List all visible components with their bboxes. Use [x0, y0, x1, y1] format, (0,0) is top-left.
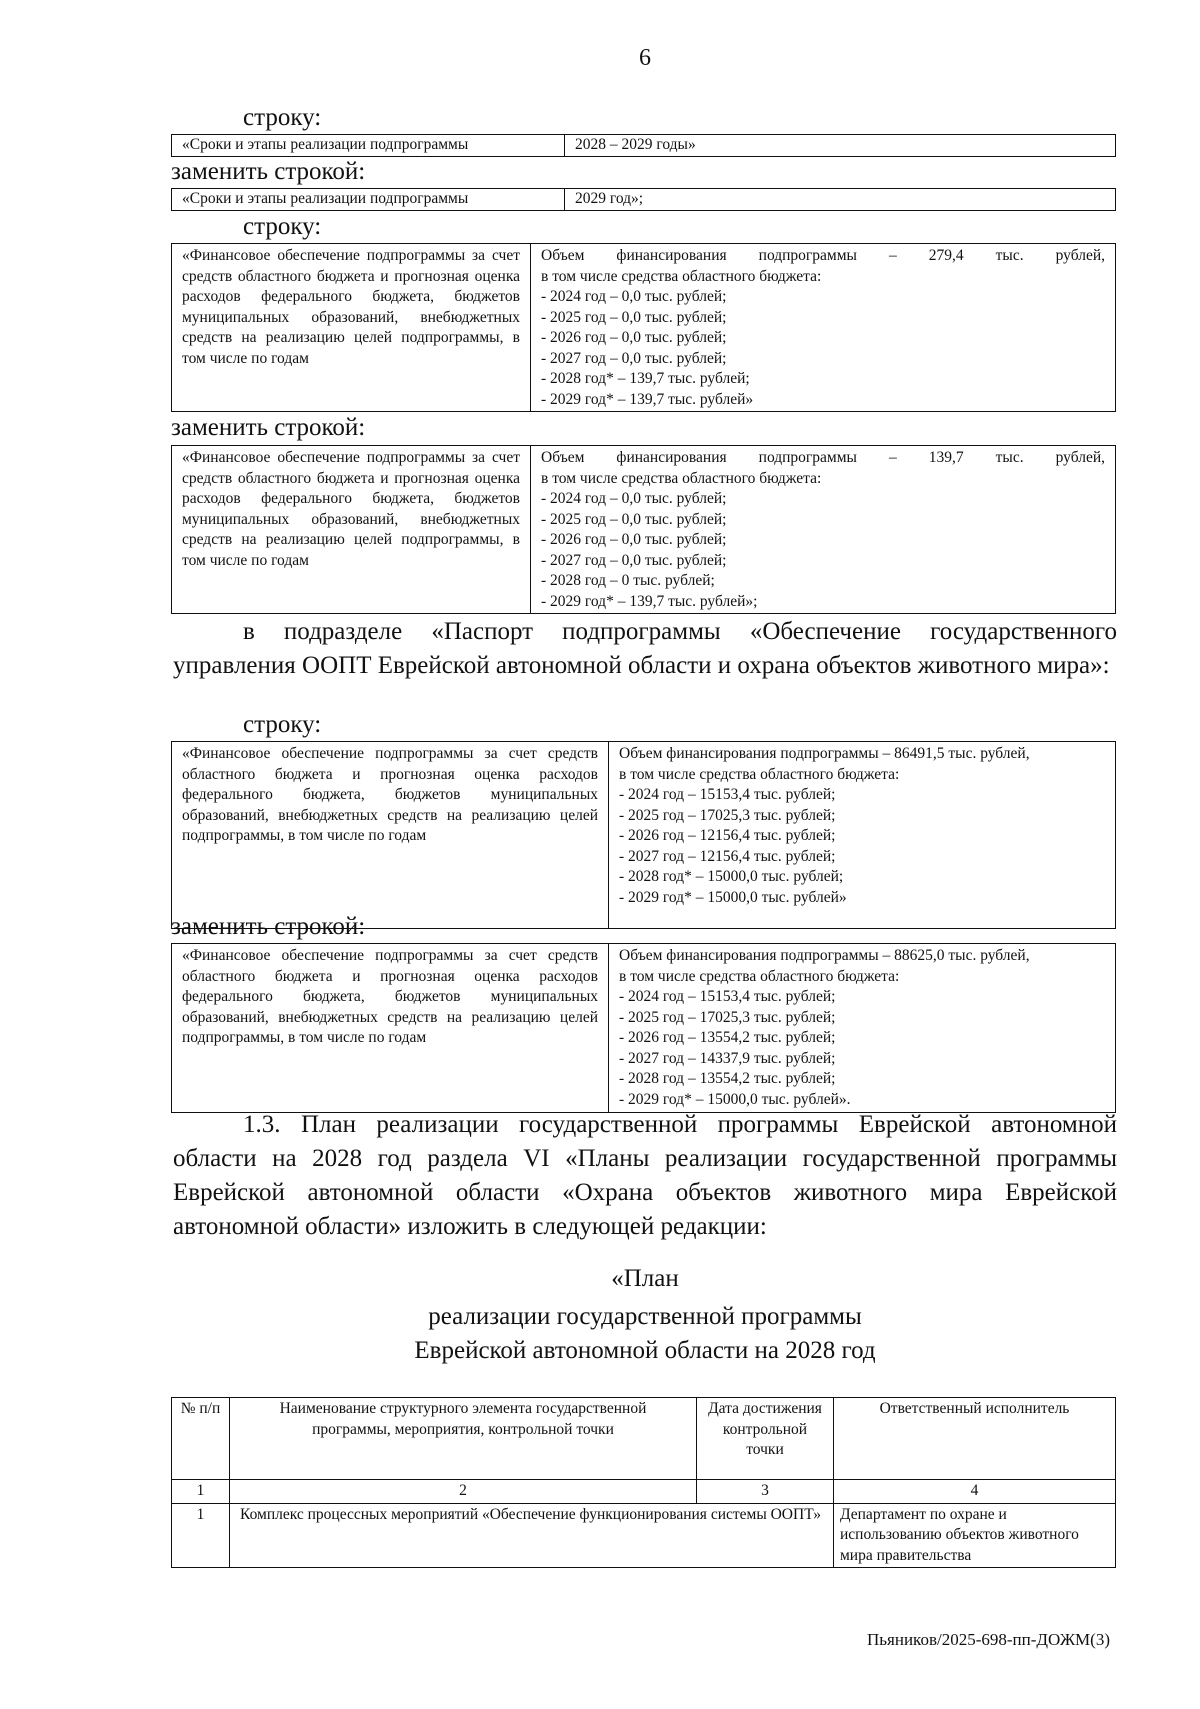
fin2-old-line: - 2026 год – 12156,4 тыс. рублей;	[619, 827, 836, 844]
fin1-new-line: - 2026 год – 0,0 тыс. рублей;	[541, 531, 727, 548]
header-num: № п/п	[172, 1398, 230, 1480]
fin1-old-left: «Финансовое обеспечение подпрограммы за счет средств областного бюджета и прогнозная оценка расходов федерального бюджета, бюджетов муниципальных образований, внебюджетных средств на реализацию целей подпрограммы, в том числе по годам	[172, 244, 531, 412]
terms-old-table	[171, 134, 1116, 157]
fin2-old-line: - 2028 год* – 15000,0 тыс. рублей;	[619, 868, 844, 885]
row1-num: 1	[172, 1503, 230, 1568]
col-number: 1	[172, 1480, 230, 1504]
label-zamenit-2: заменить строкой:	[171, 414, 366, 441]
fin1-new-line: - 2027 год – 0,0 тыс. рублей;	[541, 551, 727, 569]
fin1-old-line: - 2029 год* – 139,7 тыс. рублей»	[541, 390, 754, 408]
terms-new-table	[171, 188, 1116, 211]
label-zamenit-3: заменить строкой:	[171, 913, 366, 940]
fin2-old-line: - 2027 год – 12156,4 тыс. рублей;	[619, 847, 836, 865]
header-name: Наименование структурного элемента государственной программы, мероприятия, контрольной точки	[230, 1398, 697, 1480]
terms-new-left: «Сроки и этапы реализации подпрограммы	[172, 189, 565, 211]
fin2-new-line: - 2028 год – 13554,2 тыс. рублей;	[619, 1070, 836, 1087]
fin2-new-line: - 2026 год – 13554,2 тыс. рублей;	[619, 1029, 836, 1046]
fin1-old-head: Объем финансирования подпрограммы – 279,4 тыс. рублей,	[541, 247, 1105, 264]
fin1-old-line: - 2024 год – 0,0 тыс. рублей;	[541, 288, 727, 305]
label-zamenit-1: заменить строкой:	[171, 158, 366, 185]
fin2-new-line: - 2024 год – 15153,4 тыс. рублей;	[619, 988, 836, 1005]
fin2-old-table	[171, 741, 1116, 929]
fin2-old-line: - 2025 год – 17025,3 тыс. рублей;	[619, 806, 836, 824]
plan-table	[171, 1397, 1116, 1568]
fin2-old-line: - 2029 год* – 15000,0 тыс. рублей»	[619, 888, 847, 906]
plan-title-line2: реализации государственной программы	[428, 1303, 862, 1330]
fin2-new-line: - 2027 год – 14337,9 тыс. рублей;	[619, 1049, 836, 1067]
label-stroku-3: строку:	[243, 711, 322, 738]
paragraph-1-3: 1.3. План реализации государственной программы Еврейской автономной области на 2028 год раздела VI «Планы реализации государственной программы Еврейской автономной области «Охрана объектов животного мира Еврейской автономной области» изложить в следующей редакции:	[173, 1111, 1117, 1240]
fin1-old-table	[171, 243, 1116, 412]
label-stroku-2: строку:	[243, 213, 322, 240]
fin1-new-right	[531, 446, 1116, 614]
fin2-old-line: Объем финансирования подпрограммы – 86491,5 тыс. рублей,	[619, 745, 1030, 762]
fin1-old-line: - 2025 год – 0,0 тыс. рублей;	[541, 308, 727, 326]
fin2-new-table	[171, 943, 1116, 1113]
document-reference: Пьяников/2025-698-пп-ДОЖМ(3)	[867, 1630, 1110, 1649]
label-stroku-1: строку:	[243, 104, 322, 131]
fin1-new-line: в том числе средства областного бюджета:	[541, 469, 822, 487]
fin1-old-line: - 2026 год – 0,0 тыс. рублей;	[541, 329, 727, 346]
fin2-old-line: в том числе средства областного бюджета:	[619, 765, 900, 783]
col-number: 4	[834, 1480, 1116, 1504]
fin1-new-line: - 2028 год – 0 тыс. рублей;	[541, 572, 715, 589]
plan-title-line3: Еврейской автономной области на 2028 год	[414, 1337, 876, 1364]
row1-executor: Департамент по охране и использованию объектов животного мира правительства	[834, 1503, 1116, 1568]
fin1-old-line: в том числе средства областного бюджета:	[541, 267, 822, 285]
col-number: 3	[697, 1480, 834, 1504]
plan-title-line1: «План	[611, 1265, 679, 1292]
fin1-old-line: - 2027 год – 0,0 тыс. рублей;	[541, 349, 727, 367]
fin1-old-right	[531, 244, 1116, 412]
fin1-new-head: Объем финансирования подпрограммы – 139,7 тыс. рублей,	[541, 449, 1105, 466]
subsection-paragraph: в подразделе «Паспорт подпрограммы «Обеспечение государственного управления ООПТ Еврейской автономной области и охрана объектов животного мира»:	[173, 618, 1117, 679]
col-number: 2	[230, 1480, 697, 1504]
fin1-old-line: - 2028 год* – 139,7 тыс. рублей;	[541, 370, 750, 387]
header-date: Дата достижения контрольной точки	[697, 1398, 834, 1480]
fin2-new-line: в том числе средства областного бюджета:	[619, 967, 900, 985]
fin1-new-line: - 2029 год* – 139,7 тыс. рублей»;	[541, 592, 758, 610]
fin2-old-line: - 2024 год – 15153,4 тыс. рублей;	[619, 786, 836, 803]
row1-name: Комплекс процессных мероприятий «Обеспечение функционирования системы ООПТ»	[230, 1503, 834, 1568]
header-executor: Ответственный исполнитель	[834, 1398, 1116, 1480]
terms-old-right: 2028 – 2029 годы»	[565, 135, 1116, 157]
fin2-new-line: - 2025 год – 17025,3 тыс. рублей;	[619, 1008, 836, 1026]
fin1-new-line: - 2024 год – 0,0 тыс. рублей;	[541, 490, 727, 507]
page-number: 6	[639, 45, 651, 71]
fin2-new-left: «Финансовое обеспечение подпрограммы за счет средств областного бюджета и прогнозная оценка расходов федерального бюджета, бюджетов муниципальных образований, внебюджетных средств на реализацию целей подпрограммы, в том числе по годам	[172, 944, 609, 1113]
fin2-new-line: - 2029 год* – 15000,0 тыс. рублей».	[619, 1090, 851, 1108]
terms-old-left: «Сроки и этапы реализации подпрограммы	[172, 135, 565, 157]
fin2-old-left: «Финансовое обеспечение подпрограммы за счет средств областного бюджета и прогнозная оценка расходов федерального бюджета, бюджетов муниципальных образований, внебюджетных средств на реализацию целей подпрограммы, в том числе по годам	[172, 742, 609, 929]
fin1-new-table	[171, 445, 1116, 614]
fin2-old-right	[609, 742, 1116, 929]
terms-new-right: 2029 год»;	[565, 189, 1116, 211]
fin1-new-line: - 2025 год – 0,0 тыс. рублей;	[541, 510, 727, 528]
fin2-new-line: Объем финансирования подпрограммы – 88625,0 тыс. рублей,	[619, 947, 1030, 964]
fin1-new-left: «Финансовое обеспечение подпрограммы за счет средств областного бюджета и прогнозная оценка расходов федерального бюджета, бюджетов муниципальных образований, внебюджетных средств на реализацию целей подпрограммы, в том числе по годам	[172, 446, 531, 614]
fin2-new-right	[609, 944, 1116, 1113]
